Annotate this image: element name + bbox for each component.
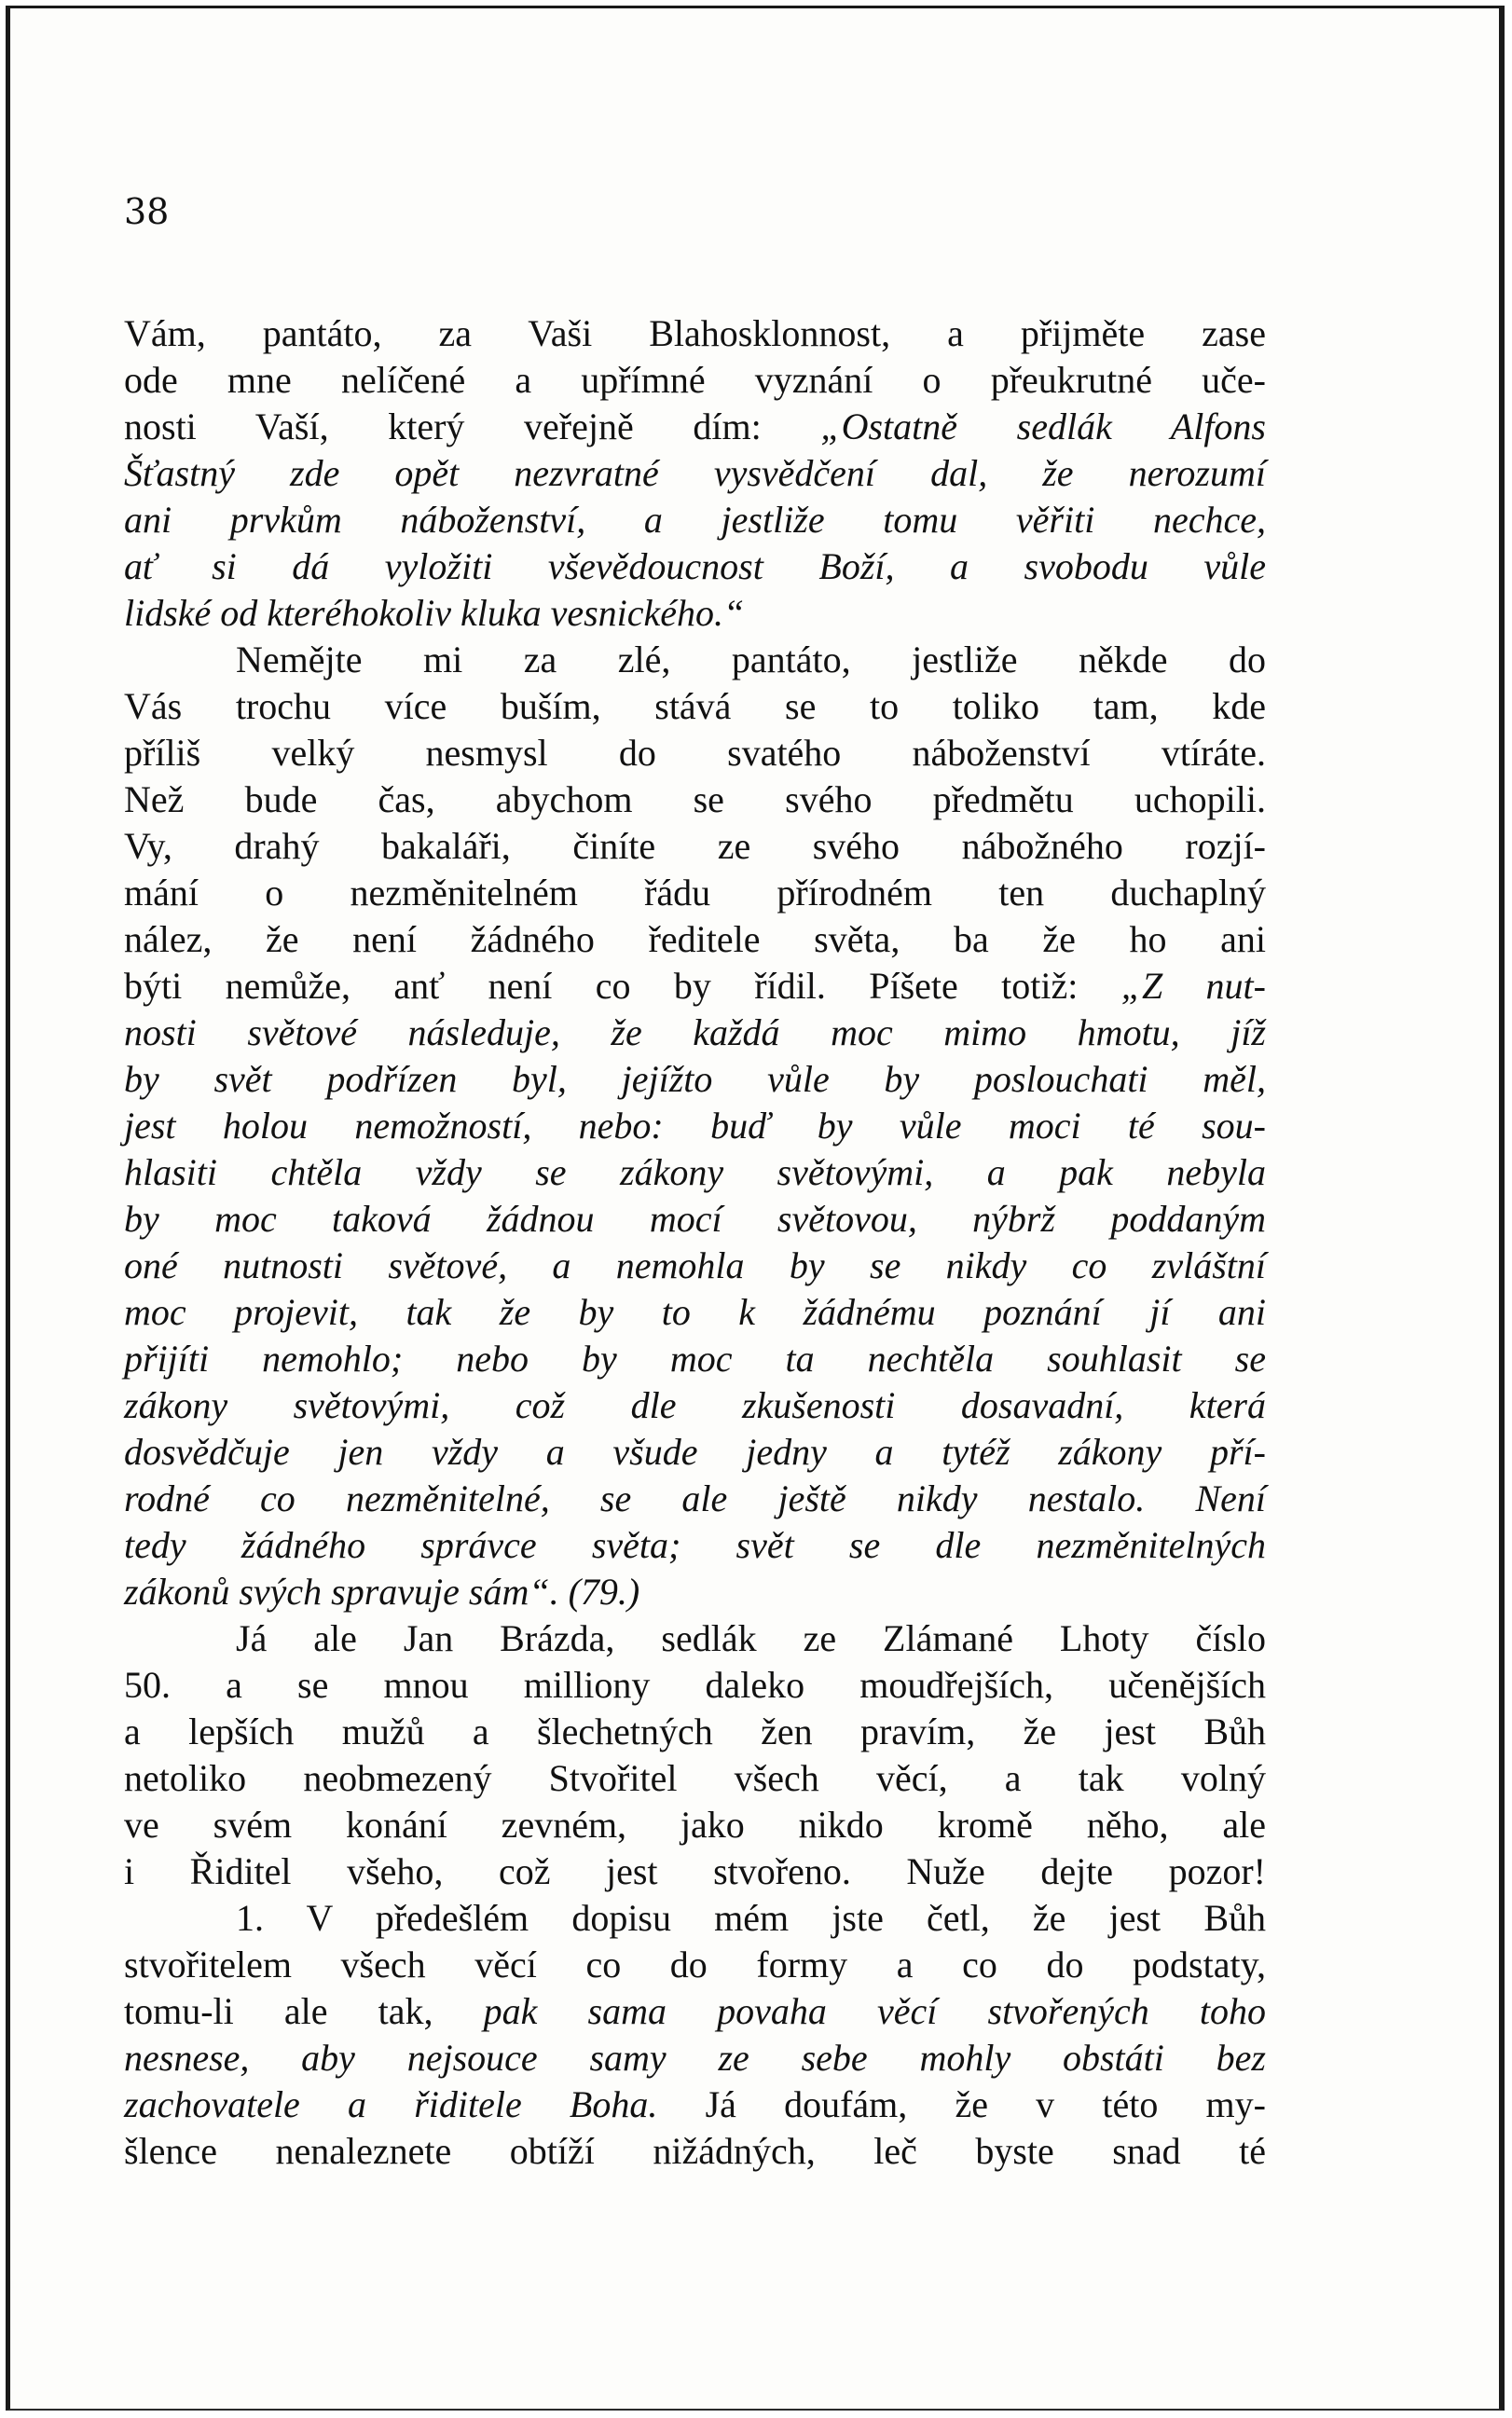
text-segment: tomu-li ale tak, (124, 1990, 484, 2032)
text-line (124, 683, 1266, 730)
text-line (124, 1382, 1266, 1429)
text-line (124, 1243, 1266, 1289)
italic-text: dosvědčuje jen vždy a všude jedny a tytéž zákony pří- (124, 1431, 1266, 1473)
text-line (124, 497, 1266, 543)
italic-text: pak sama povaha věcí stvořených toho (483, 1990, 1267, 2032)
text-line (124, 1149, 1266, 1196)
italic-text: lidské od kteréhokoliv kluka vesnického.“ (124, 592, 745, 634)
italic-text: by svět podřízen byl, jejížto vůle by poslouchati měl, (124, 1058, 1266, 1100)
italic-text: rodné co nezměnitelné, se ale ještě nikdy nestalo. Není (124, 1477, 1266, 1519)
italic-text: Šťastný zde opět nezvratné vysvědčení dal, že nerozumí (124, 452, 1266, 494)
text-segment: příliš velký nesmysl do svatého náboženství vtíráte. (124, 732, 1266, 774)
italic-text: oné nutnosti světové, a nemohla by se nikdy co zvláštní (124, 1244, 1266, 1286)
text-line (124, 870, 1266, 916)
text-line (124, 1895, 1266, 1942)
text-line (124, 1662, 1266, 1709)
text-line (124, 1942, 1266, 1988)
italic-text: jest holou nemožností, nebo: buď by vůle moci té sou- (124, 1105, 1266, 1147)
italic-text: moc projevit, tak že by to k žádnému poznání jí ani (124, 1291, 1266, 1333)
text-line (124, 963, 1266, 1010)
italic-text: přijíti nemohlo; nebo by moc ta nechtěla souhlasit se (124, 1338, 1266, 1380)
text-segment: nosti Vaší, který veřejně dím: (124, 405, 821, 447)
text-line (124, 637, 1266, 683)
body-text (124, 310, 1266, 2175)
text-line (124, 1336, 1266, 1382)
text-segment: Vás trochu více buším, stává se to toliko tam, kde (124, 685, 1266, 727)
text-line (124, 2081, 1266, 2128)
text-line (124, 1988, 1266, 2035)
text-line (124, 1615, 1266, 1662)
italic-text: „Ostatně sedlák Alfons (820, 405, 1266, 447)
text-segment: ve svém konání zevném, jako nikdo kromě něho, ale (124, 1804, 1266, 1846)
text-line (124, 1709, 1266, 1755)
text-segment: a lepších mužů a šlechetných žen pravím, že jest Bůh (124, 1710, 1266, 1752)
text-segment: i Řiditel všeho, což jest stvořeno. Nuže dejte pozor! (124, 1850, 1266, 1892)
italic-text: nosti světové následuje, že každá moc mimo hmotu, jíž (124, 1011, 1266, 1053)
text-segment: mání o nezměnitelném řádu přírodném ten duchaplný (124, 872, 1266, 914)
italic-text: ať si dá vyložiti vševědoucnost Boží, a svobodu vůle (124, 545, 1266, 587)
text-segment: Nemějte mi za zlé, pantáto, jestliže někde do (236, 639, 1266, 680)
text-line (124, 1848, 1266, 1895)
text-segment: stvořitelem všech věcí co do formy a co do podstaty, (124, 1944, 1266, 1985)
text-line (124, 1289, 1266, 1336)
text-segment: 50. a se mnou milliony daleko moudřejších, učenějších (124, 1664, 1266, 1706)
text-line (124, 1010, 1266, 1056)
text-segment: Vám, pantáto, za Vaši Blahosklonnost, a přijměte zase (124, 312, 1266, 354)
text-line (124, 310, 1266, 357)
italic-text: hlasiti chtěla vždy se zákony světovými, a pak nebyla (124, 1151, 1266, 1193)
page-number: 38 (124, 191, 170, 232)
italic-text: by moc taková žádnou mocí světovou, nýbrž poddaným (124, 1198, 1266, 1240)
text-line (124, 590, 1266, 637)
italic-text: ani prvkům náboženství, a jestliže tomu věřiti nechce, (124, 499, 1266, 541)
text-segment: nález, že není žádného ředitele světa, ba že ho ani (124, 918, 1266, 960)
text-line (124, 1476, 1266, 1522)
text-line (124, 2035, 1266, 2081)
text-line (124, 1056, 1266, 1103)
italic-text: zákonů svých spravuje sám“. (79.) (124, 1571, 640, 1613)
text-line (124, 730, 1266, 776)
text-segment: ode mne nelíčené a upřímné vyznání o přeukrutné uče- (124, 359, 1266, 401)
text-line (124, 1103, 1266, 1149)
text-line (124, 916, 1266, 963)
text-segment: šlence nenaleznete obtíží nižádných, leč byste snad té (124, 2130, 1266, 2172)
text-line (124, 543, 1266, 590)
text-segment: netoliko neobmezený Stvořitel všech věcí, a tak volný (124, 1757, 1266, 1799)
text-segment: Já doufám, že v této my- (657, 2083, 1266, 2125)
italic-text: „Z nut- (1120, 965, 1266, 1007)
text-line (124, 1755, 1266, 1802)
text-segment: Než bude čas, abychom se svého předmětu uchopili. (124, 778, 1266, 820)
italic-text: zachovatele a řiditele Boha. (124, 2083, 658, 2125)
text-segment: Vy, drahý bakaláři, činíte ze svého nábožného rozjí- (124, 825, 1266, 867)
text-segment: býti nemůže, anť není co by řídil. Píšete totiž: (124, 965, 1121, 1007)
text-line (124, 1569, 1266, 1615)
text-line (124, 2128, 1266, 2175)
italic-text: tedy žádného správce světa; svět se dle nezměnitelných (124, 1524, 1266, 1566)
text-line (124, 450, 1266, 497)
italic-text: zákony světovými, což dle zkušenosti dosavadní, která (124, 1384, 1266, 1426)
text-segment: Já ale Jan Brázda, sedlák ze Zlámané Lhoty číslo (236, 1617, 1266, 1659)
text-line (124, 404, 1266, 450)
text-line (124, 1196, 1266, 1243)
text-line (124, 1522, 1266, 1569)
text-line (124, 823, 1266, 870)
text-line (124, 357, 1266, 404)
text-line (124, 1802, 1266, 1848)
italic-text: nesnese, aby nejsouce samy ze sebe mohly obstáti bez (124, 2037, 1266, 2079)
text-segment: 1. V předešlém dopisu mém jste četl, že jest Bůh (236, 1897, 1266, 1939)
text-line (124, 776, 1266, 823)
text-line (124, 1429, 1266, 1476)
